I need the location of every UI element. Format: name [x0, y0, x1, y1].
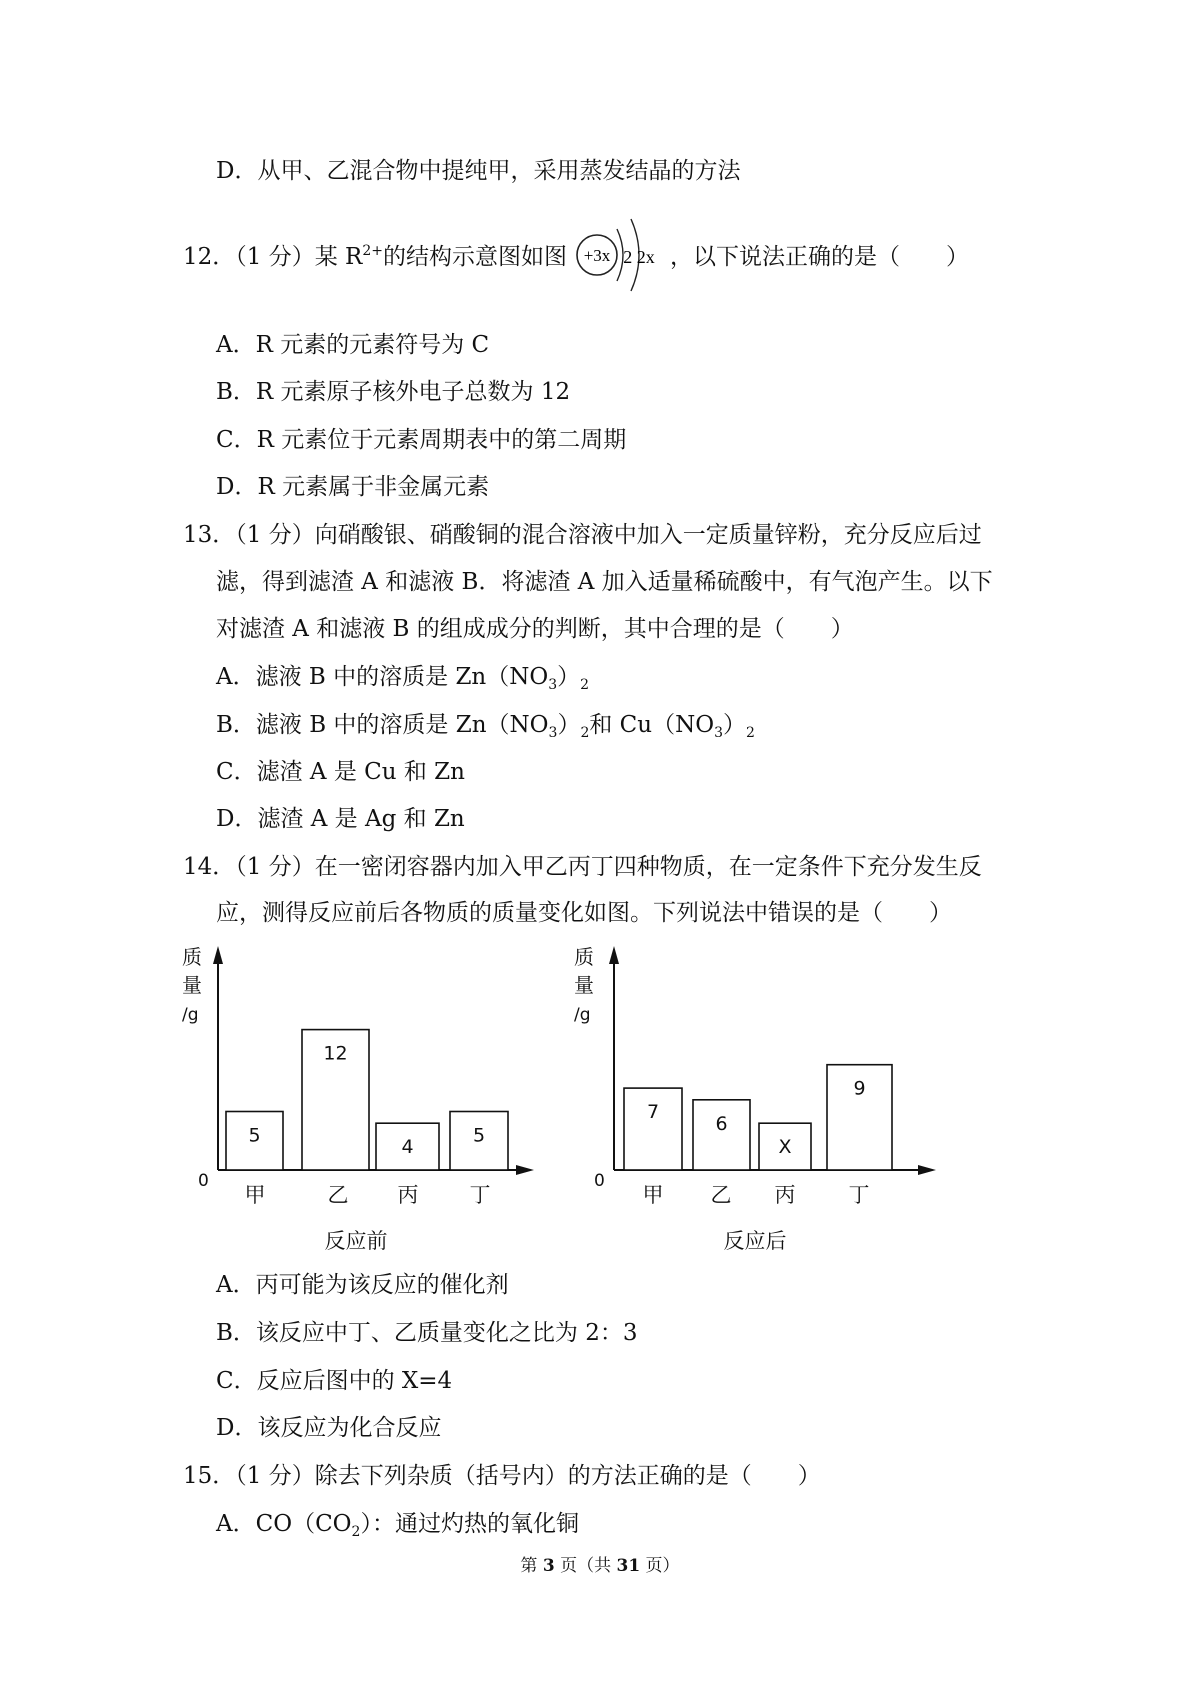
- origin-label: 0: [198, 1171, 209, 1191]
- subscript: 2: [745, 725, 755, 741]
- data-label: 5: [472, 1124, 486, 1147]
- q13-option-a: [216, 662, 589, 692]
- subscript: 2: [351, 1524, 361, 1540]
- q13-stem-line-2: 滤，得到滤渣 A 和滤液 B．将滤渣 A 加入适量稀硫酸中，有气泡产生。以下: [216, 569, 993, 595]
- bracket: ）: [557, 664, 581, 690]
- q13-option-d: D．滤渣 A 是 Ag 和 Zn: [216, 806, 465, 832]
- data-label: 9: [853, 1077, 866, 1100]
- q12-stem-pre: 12．（1 分）某 R: [183, 244, 363, 270]
- footer-text: 第: [520, 1556, 543, 1576]
- q12-charge: 2+: [362, 243, 383, 259]
- q15-option-a-text: A．CO（CO: [216, 1511, 352, 1537]
- q14-stem-line-1: 14．（1 分）在一密闭容器内加入甲乙丙丁四种物质，在一定条件下充分发生反: [183, 854, 982, 880]
- subscript: 2: [580, 677, 590, 693]
- q14-stem-line-2: 应，测得反应前后各物质的质量变化如图。下列说法中错误的是（ ）: [216, 900, 952, 926]
- q15-option-a-text-2: ）：通过灼热的氧化铜: [360, 1511, 579, 1537]
- subscript: 3: [714, 725, 723, 741]
- q14-option-b: B．该反应中丁、乙质量变化之比为 2：3: [216, 1320, 638, 1346]
- q12-option-b: B．R 元素原子核外电子总数为 12: [216, 379, 571, 405]
- data-label: 7: [646, 1101, 660, 1124]
- electron-shell-1: [617, 229, 623, 281]
- q14-option-d: D．该反应为化合反应: [216, 1415, 442, 1441]
- bracket: ）: [722, 712, 746, 738]
- q13-option-c: C．滤渣 A 是 Cu 和 Zn: [216, 759, 465, 785]
- q12-option-c: C．R 元素位于元素周期表中的第二周期: [216, 427, 627, 453]
- q12-option-d: D．R 元素属于非金属元素: [216, 474, 490, 500]
- q15-option-a: [216, 1509, 579, 1539]
- q12-option-a: A．R 元素的元素符号为 C: [216, 332, 490, 358]
- page-footer: [0, 1554, 1200, 1578]
- q14-option-c: C．反应后图中的 X=4: [216, 1368, 453, 1394]
- category-label: 甲: [642, 1183, 664, 1207]
- subscript: 3: [548, 725, 558, 741]
- q13-option-a-text: A．滤液 B 中的溶质是 Zn（NO: [216, 664, 549, 690]
- x-axis-arrow: [516, 1165, 534, 1175]
- q13-option-b-text-2: 和 Cu（NO: [589, 712, 715, 738]
- q13-option-b-text: B．滤液 B 中的溶质是 Zn（NO: [216, 712, 549, 738]
- category-label: 丁: [469, 1183, 491, 1207]
- q13-stem-line-1: 13．（1 分）向硝酸银、硝酸铜的混合溶液中加入一定质量锌粉，充分反应后过: [183, 522, 982, 548]
- chart-title: 反应前: [324, 1229, 388, 1253]
- bar-chart-before-reaction: [176, 938, 546, 1256]
- x-axis-arrow: [918, 1165, 936, 1175]
- bracket: ）: [557, 712, 581, 738]
- data-label: 12: [323, 1042, 348, 1065]
- footer-text: 页）: [640, 1556, 680, 1576]
- y-axis-label: 质量/g: [574, 945, 594, 1025]
- subscript: 2: [580, 725, 590, 741]
- page-number: 3: [542, 1556, 555, 1576]
- category-label: 丙: [774, 1183, 796, 1207]
- data-label: 4: [401, 1136, 414, 1159]
- data-label: 6: [715, 1112, 728, 1135]
- data-label: X: [778, 1136, 792, 1159]
- category-label: 丁: [848, 1183, 870, 1207]
- q13-stem-line-3: 对滤渣 A 和滤液 B 的组成成分的判断，其中合理的是（ ）: [216, 616, 854, 642]
- subscript: 3: [548, 677, 558, 693]
- category-label: 乙: [327, 1183, 349, 1207]
- q14-option-a: A．丙可能为该反应的催化剂: [216, 1272, 509, 1298]
- q12-stem: [183, 242, 567, 272]
- q12-stem-mid: 的结构示意图如图: [382, 244, 567, 270]
- q15-stem: 15．（1 分）除去下列杂质（括号内）的方法正确的是（ ）: [183, 1463, 821, 1489]
- total-pages: 31: [616, 1556, 641, 1576]
- footer-text: 页（共: [554, 1556, 617, 1576]
- q13-option-b: [216, 710, 755, 740]
- category-label: 乙: [710, 1183, 732, 1207]
- chart-title: 反应后: [723, 1229, 787, 1253]
- y-axis-arrow: [609, 946, 619, 964]
- q11-option-d: D．从甲、乙混合物中提纯甲，采用蒸发结晶的方法: [216, 158, 741, 184]
- shell-electrons: 2 2x: [623, 247, 655, 267]
- data-label: 5: [248, 1124, 261, 1147]
- nucleus-charge: +3x: [583, 246, 611, 265]
- y-axis-arrow: [213, 946, 223, 964]
- category-label: 甲: [244, 1183, 266, 1207]
- origin-label: 0: [594, 1171, 605, 1191]
- bar: [693, 1100, 750, 1170]
- atom-structure-diagram: [573, 207, 669, 301]
- q12-stem-post: ，以下说法正确的是（ ）: [670, 244, 969, 270]
- category-label: 丙: [397, 1183, 419, 1207]
- bar-chart-after-reaction: [570, 938, 950, 1256]
- y-axis-label: 质量/g: [182, 945, 202, 1025]
